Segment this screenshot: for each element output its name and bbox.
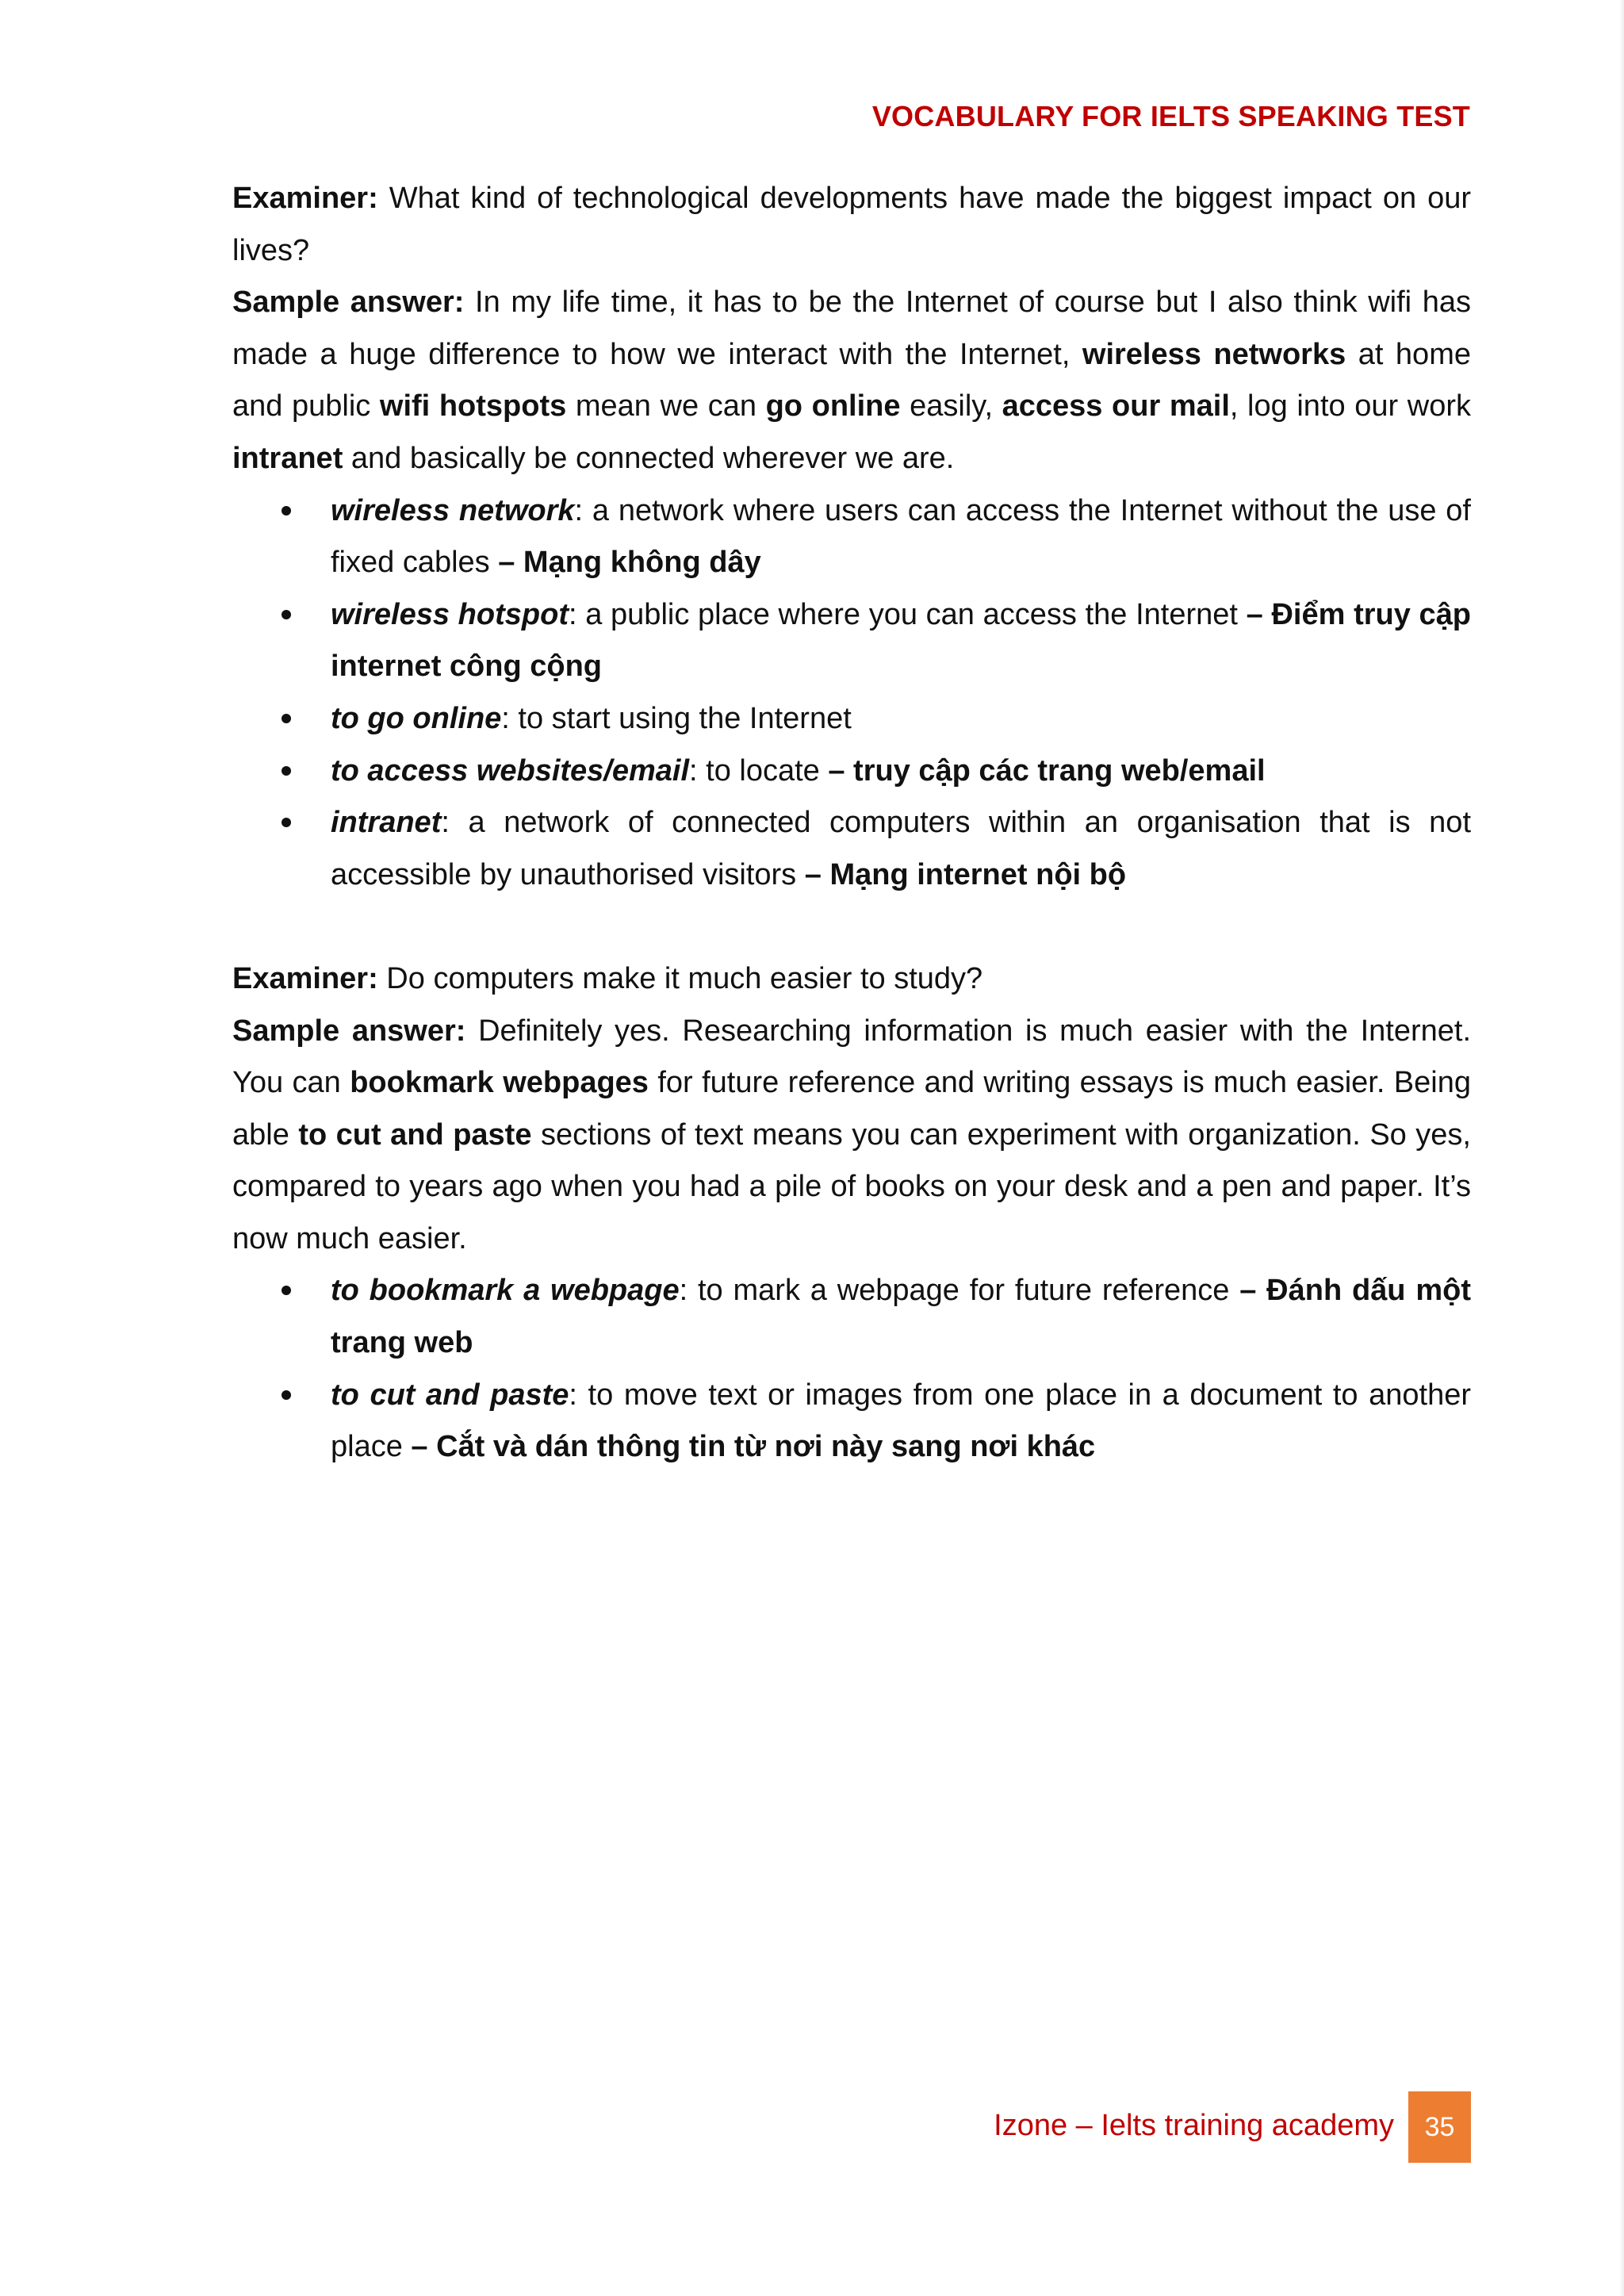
vocab-item [232, 693, 1471, 746]
vocab-translation: – Đánh dấu một trang web [331, 1274, 1471, 1360]
vocab-definition: : a public place where you can access the Internet [568, 597, 1247, 631]
vocab-term: to go online [331, 701, 502, 735]
page-content [232, 173, 1471, 1474]
answer-text: at home and public [232, 337, 1471, 424]
vocab-translation: – Mạng không dây [498, 546, 761, 580]
answer-text: mean we can [566, 389, 766, 424]
vocab-term: to access websites/email [331, 753, 690, 788]
vocab-term: to cut and paste [331, 1378, 569, 1412]
question-text: What kind of technological developments have made the biggest impact on our lives? [232, 182, 1471, 267]
vocab-definition: : to start using the Internet [501, 701, 852, 735]
vocab-term: wireless network [331, 493, 575, 527]
answer-keyword: wireless networks [1082, 337, 1346, 371]
vocab-item [232, 485, 1471, 589]
answer-text: easily, [900, 389, 1002, 424]
answer-text: for future reference and writing essays is much easier. Being able [232, 1066, 1471, 1152]
header-title: VOCABULARY FOR IELTS SPEAKING TEST [871, 100, 1470, 132]
answer-keyword: access our mail [1002, 389, 1230, 424]
vocab-list-1 [232, 485, 1471, 902]
sample-answer-2 [232, 1006, 1471, 1266]
page-number: 35 [1424, 2111, 1455, 2142]
vocab-definition: : to locate [689, 753, 829, 788]
examiner-question-1 [232, 173, 1471, 277]
vocab-translation: – Mạng internet nội bộ [804, 857, 1127, 891]
bullet-icon [282, 766, 291, 776]
vocab-term: wireless hotspot [331, 597, 569, 631]
bullet-icon [282, 506, 291, 516]
vocab-item [232, 589, 1471, 693]
answer-text: and basically be connected wherever we are. [343, 441, 955, 475]
bullet-icon [282, 714, 291, 723]
vocab-translation: – truy cập các trang web/email [828, 753, 1266, 788]
vocab-definition: : a network of connected computers within an organisation that is not accessible by unauthorised visitors [331, 806, 1471, 891]
examiner-label: Examiner: [232, 961, 378, 995]
vocab-translation: – Điểm truy cập internet công cộng [331, 597, 1472, 684]
vocab-item [232, 797, 1471, 901]
question-text: Do computers make it much easier to study? [377, 961, 983, 995]
vocab-list-2 [232, 1265, 1471, 1473]
vocab-definition: : to mark a webpage for future reference [679, 1274, 1240, 1308]
sample-answer-1 [232, 277, 1471, 485]
bullet-icon [282, 1286, 291, 1295]
vocab-term: to bookmark a webpage [331, 1274, 680, 1308]
footer-text: Izone – Ielts training academy [994, 2109, 1394, 2142]
answer-text: , log into our work [1229, 389, 1471, 424]
examiner-question-2 [232, 953, 1471, 1006]
vocab-term: intranet [331, 806, 442, 840]
vocab-translation: – Cắt và dán thông tin từ nơi này sang nơi khác [411, 1430, 1096, 1464]
bullet-icon [282, 1390, 291, 1400]
section-spacer [232, 901, 1471, 953]
page-edge-shadow [1619, 0, 1624, 2296]
vocab-item [232, 1370, 1471, 1474]
vocab-definition: : to move text or images from one place in a document to another place [331, 1378, 1471, 1464]
bullet-icon [282, 610, 291, 619]
answer-keyword: to cut and paste [298, 1117, 532, 1152]
answer-text: Definitely yes. Researching information is much easier with the Internet. You can [232, 1014, 1472, 1100]
vocab-definition: : a network where users can access the Internet without the use of fixed cables [331, 493, 1471, 580]
sample-answer-label: Sample answer: [232, 286, 465, 320]
bullet-icon [282, 818, 291, 827]
answer-text: In my life time, it has to be the Internet of course but I also think wifi has made a huge difference to how we interact with the Internet, [232, 286, 1471, 371]
answer-keyword: go online [765, 389, 901, 424]
examiner-label: Examiner: [232, 182, 378, 215]
answer-keyword: intranet [232, 441, 343, 475]
answer-text: sections of text means you can experiment with organization. So yes, compared to years ago when you had a pile of books on your desk and a pen and paper. It’s now much easier. [232, 1117, 1471, 1255]
answer-keyword: bookmark webpages [350, 1066, 649, 1100]
page-number-box [1408, 2091, 1471, 2163]
vocab-item [232, 1265, 1471, 1369]
sample-answer-label: Sample answer: [232, 1014, 466, 1048]
vocab-item [232, 746, 1471, 798]
answer-keyword: wifi hotspots [379, 389, 567, 424]
